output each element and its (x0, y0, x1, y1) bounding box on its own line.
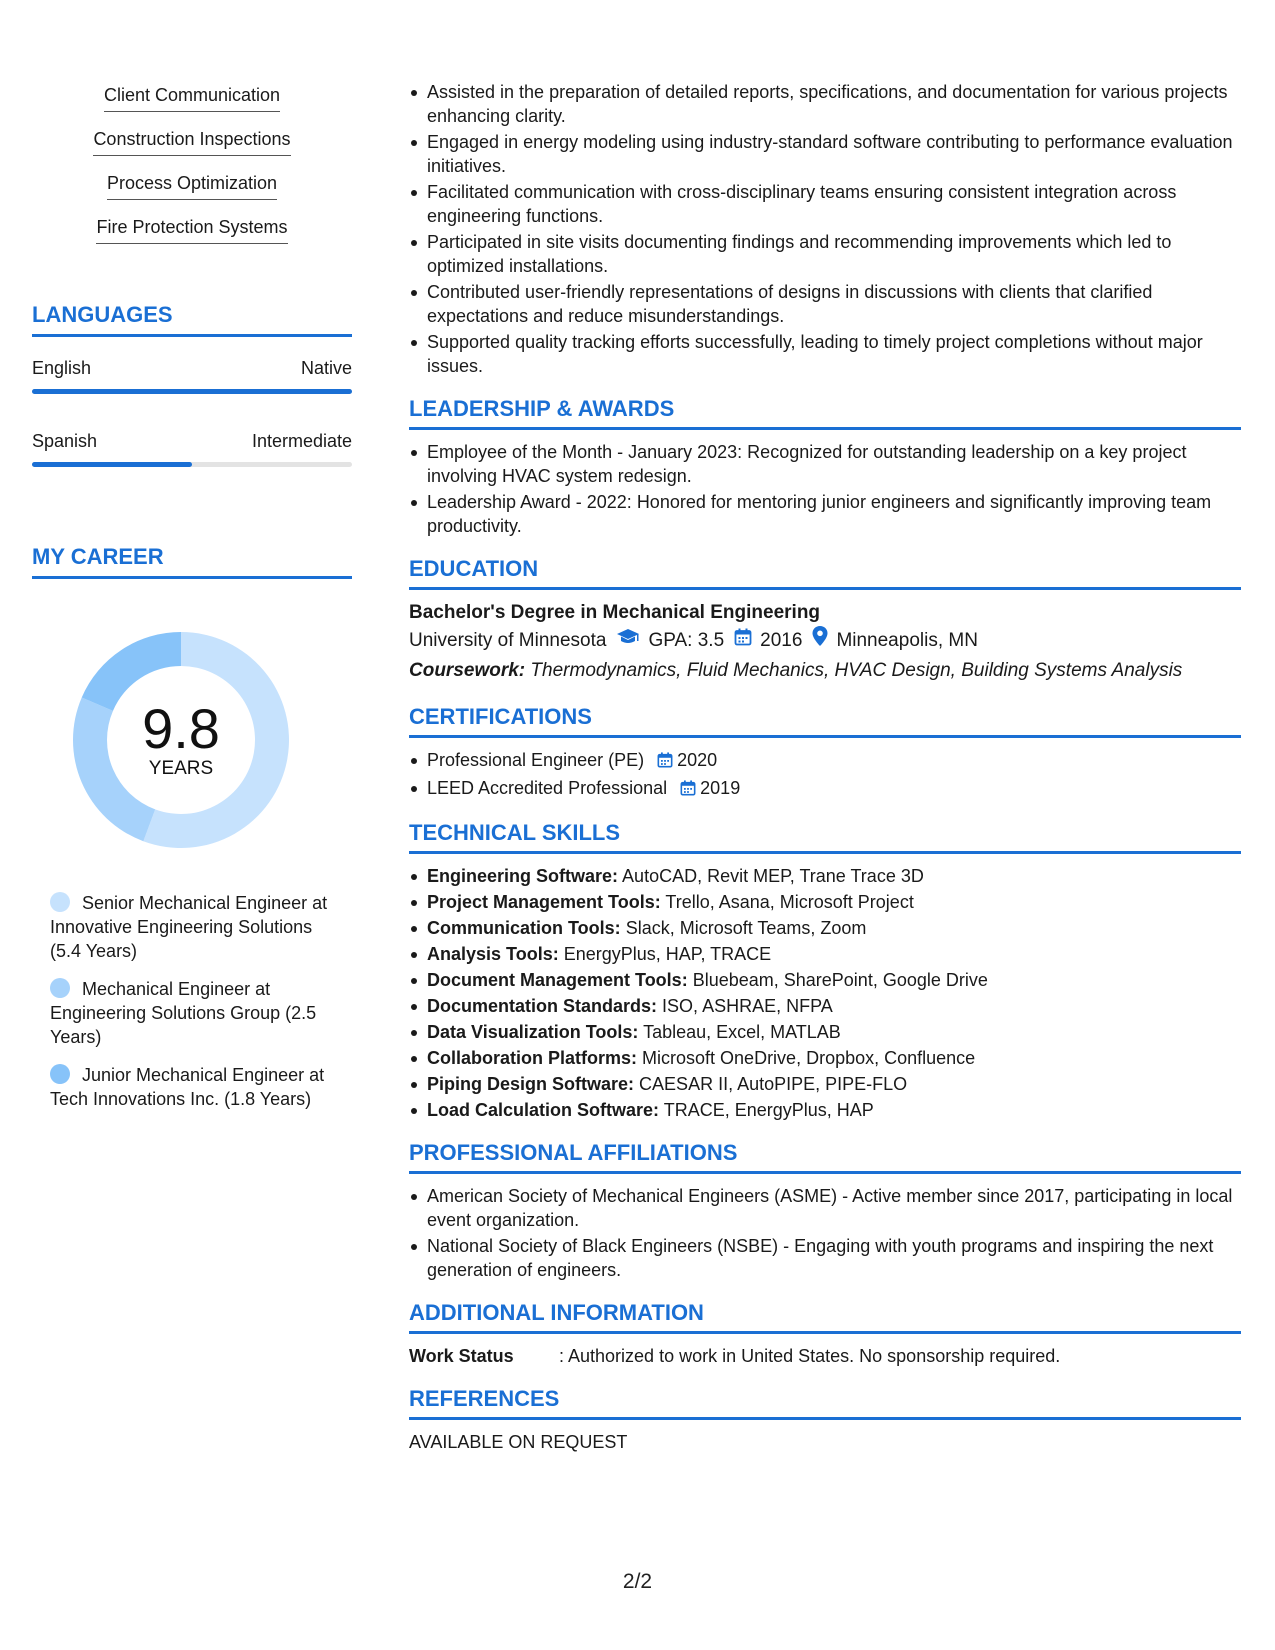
education-details (409, 626, 1241, 656)
career-unit: YEARS (148, 758, 214, 779)
education-location: Minneapolis, MN (836, 630, 978, 651)
language-level: Native (300, 358, 352, 378)
list-item (409, 748, 1241, 774)
language-level: Intermediate (251, 431, 352, 451)
language-bar (32, 389, 352, 394)
list-item: Engaged in energy modeling using industry-standard software contributing to performance evaluation initiatives. (409, 130, 1241, 178)
languages-section (32, 302, 352, 467)
language-bar-fill (32, 462, 192, 467)
work-status-row (409, 1344, 1241, 1368)
skill-category: Project Management Tools: (427, 892, 661, 912)
skill-values: AutoCAD, Revit MEP, Trane Trace 3D (622, 866, 924, 886)
coursework-label: Coursework: (409, 660, 526, 681)
list-item: Participated in site visits documenting findings and recommending improvements which led to optimized installations. (409, 230, 1241, 278)
calendar-icon (657, 750, 673, 774)
career-legend-label: Senior Mechanical Engineer at Innovative Engineering Solutions (5.4 Years) (50, 893, 328, 961)
career-donut (66, 625, 296, 855)
education-school: University of Minnesota (409, 630, 607, 651)
leadership-heading: LEADERSHIP & AWARDS (409, 396, 1241, 430)
list-item (409, 864, 1241, 888)
skill-values: EnergyPlus, HAP, TRACE (563, 944, 772, 964)
technical-skills-list (409, 864, 1241, 1122)
cert-name: Professional Engineer (PE) (427, 750, 645, 770)
skill-tag: Client Communication (104, 84, 280, 112)
career-legend-item (50, 1063, 340, 1111)
skill-category: Analysis Tools: (427, 944, 559, 964)
skill-category: Collaboration Platforms: (427, 1048, 638, 1068)
career-legend-label: Junior Mechanical Engineer at Tech Innovations Inc. (1.8 Years) (50, 1065, 325, 1109)
technical-skills-heading: TECHNICAL SKILLS (409, 820, 1241, 854)
list-item: Supported quality tracking efforts successfully, leading to timely project completions without major issues. (409, 330, 1241, 378)
skill-tag: Process Optimization (107, 172, 277, 200)
graduation-cap-icon (616, 626, 640, 656)
additional-info-heading: ADDITIONAL INFORMATION (409, 1300, 1241, 1334)
list-item (409, 1072, 1241, 1096)
list-item (409, 776, 1241, 802)
list-item: Facilitated communication with cross-disciplinary teams ensuring consistent integration across engineering functions. (409, 180, 1241, 228)
education-year: 2016 (760, 630, 803, 651)
skill-tag: Fire Protection Systems (96, 216, 287, 244)
list-item: Assisted in the preparation of detailed reports, specifications, and documentation for various projects enhancing clarity. (409, 80, 1241, 128)
skill-category: Load Calculation Software: (427, 1100, 660, 1120)
language-row (32, 430, 352, 467)
references-text: AVAILABLE ON REQUEST (409, 1432, 628, 1452)
cert-year: 2019 (700, 778, 741, 798)
list-item (409, 994, 1241, 1018)
career-legend-label: Mechanical Engineer at Engineering Solutions Group (2.5 Years) (50, 979, 317, 1047)
leadership-list (409, 440, 1241, 538)
career-legend-item (50, 977, 340, 1049)
list-item: American Society of Mechanical Engineers (ASME) - Active member since 2017, participating in local event organization. (409, 1184, 1241, 1232)
languages-heading: LANGUAGES (32, 302, 352, 337)
affiliations-list (409, 1184, 1241, 1282)
skill-values: Bluebeam, SharePoint, Google Drive (692, 970, 988, 990)
education-coursework (409, 656, 1241, 686)
calendar-icon (680, 778, 696, 802)
list-item (409, 942, 1241, 966)
language-bar-fill (32, 389, 352, 394)
career-heading: MY CAREER (32, 544, 352, 579)
list-item (409, 1020, 1241, 1044)
legend-dot (50, 1064, 70, 1084)
skill-values: Tableau, Excel, MATLAB (643, 1022, 841, 1042)
experience-bullets (409, 80, 1241, 378)
list-item: Employee of the Month - January 2023: Recognized for outstanding leadership on a key project involving HVAC system redesign. (409, 440, 1241, 488)
list-item (409, 1046, 1241, 1070)
language-row (32, 357, 352, 394)
skill-values: Trello, Asana, Microsoft Project (665, 892, 914, 912)
skill-tags (32, 84, 352, 260)
skill-values: Microsoft OneDrive, Dropbox, Confluence (642, 1048, 976, 1068)
list-item (409, 968, 1241, 992)
education-heading: EDUCATION (409, 556, 1241, 590)
certifications-list (409, 748, 1241, 802)
career-legend (50, 891, 340, 1111)
career-legend-item (50, 891, 340, 963)
career-section (32, 544, 352, 1125)
list-item: Leadership Award - 2022: Honored for mentoring junior engineers and significantly improving team productivity. (409, 490, 1241, 538)
right-column (409, 80, 1241, 1454)
calendar-icon (734, 626, 752, 656)
education-degree: Bachelor's Degree in Mechanical Engineering (409, 602, 821, 623)
list-item: National Society of Black Engineers (NSBE) - Engaging with youth programs and inspiring the next generation of engineers. (409, 1234, 1241, 1282)
left-column (32, 84, 352, 1109)
skill-category: Piping Design Software: (427, 1074, 635, 1094)
career-total-years: 9.8 (142, 697, 220, 760)
language-name: Spanish (32, 431, 98, 451)
page-number: 2/2 (622, 1570, 653, 1593)
language-name: English (32, 358, 92, 378)
skill-values: CAESAR II, AutoPIPE, PIPE-FLO (639, 1074, 908, 1094)
coursework-text: Thermodynamics, Fluid Mechanics, HVAC Design, Building Systems Analysis (530, 660, 1183, 681)
skill-category: Communication Tools: (427, 918, 621, 938)
list-item (409, 916, 1241, 940)
skill-values: Slack, Microsoft Teams, Zoom (625, 918, 867, 938)
list-item: Contributed user-friendly representations of designs in discussions with clients that clarified expectations and reduce misunderstandings. (409, 280, 1241, 328)
education-gpa: GPA: 3.5 (648, 630, 725, 651)
language-bar (32, 462, 352, 467)
skill-category: Data Visualization Tools: (427, 1022, 639, 1042)
skill-tag: Construction Inspections (93, 128, 290, 156)
skill-category: Document Management Tools: (427, 970, 688, 990)
work-status-value: : Authorized to work in United States. No sponsorship required. (559, 1346, 1061, 1366)
map-pin-icon (812, 626, 828, 656)
affiliations-heading: PROFESSIONAL AFFILIATIONS (409, 1140, 1241, 1174)
references-heading: REFERENCES (409, 1386, 1241, 1420)
cert-year: 2020 (677, 750, 718, 770)
skill-values: ISO, ASHRAE, NFPA (662, 996, 833, 1016)
skill-category: Engineering Software: (427, 866, 619, 886)
list-item (409, 1098, 1241, 1122)
skill-category: Documentation Standards: (427, 996, 658, 1016)
cert-name: LEED Accredited Professional (427, 778, 668, 798)
legend-dot (50, 892, 70, 912)
work-status-label: Work Status (409, 1346, 514, 1366)
certifications-heading: CERTIFICATIONS (409, 704, 1241, 738)
legend-dot (50, 978, 70, 998)
skill-values: TRACE, EnergyPlus, HAP (663, 1100, 874, 1120)
list-item (409, 890, 1241, 914)
